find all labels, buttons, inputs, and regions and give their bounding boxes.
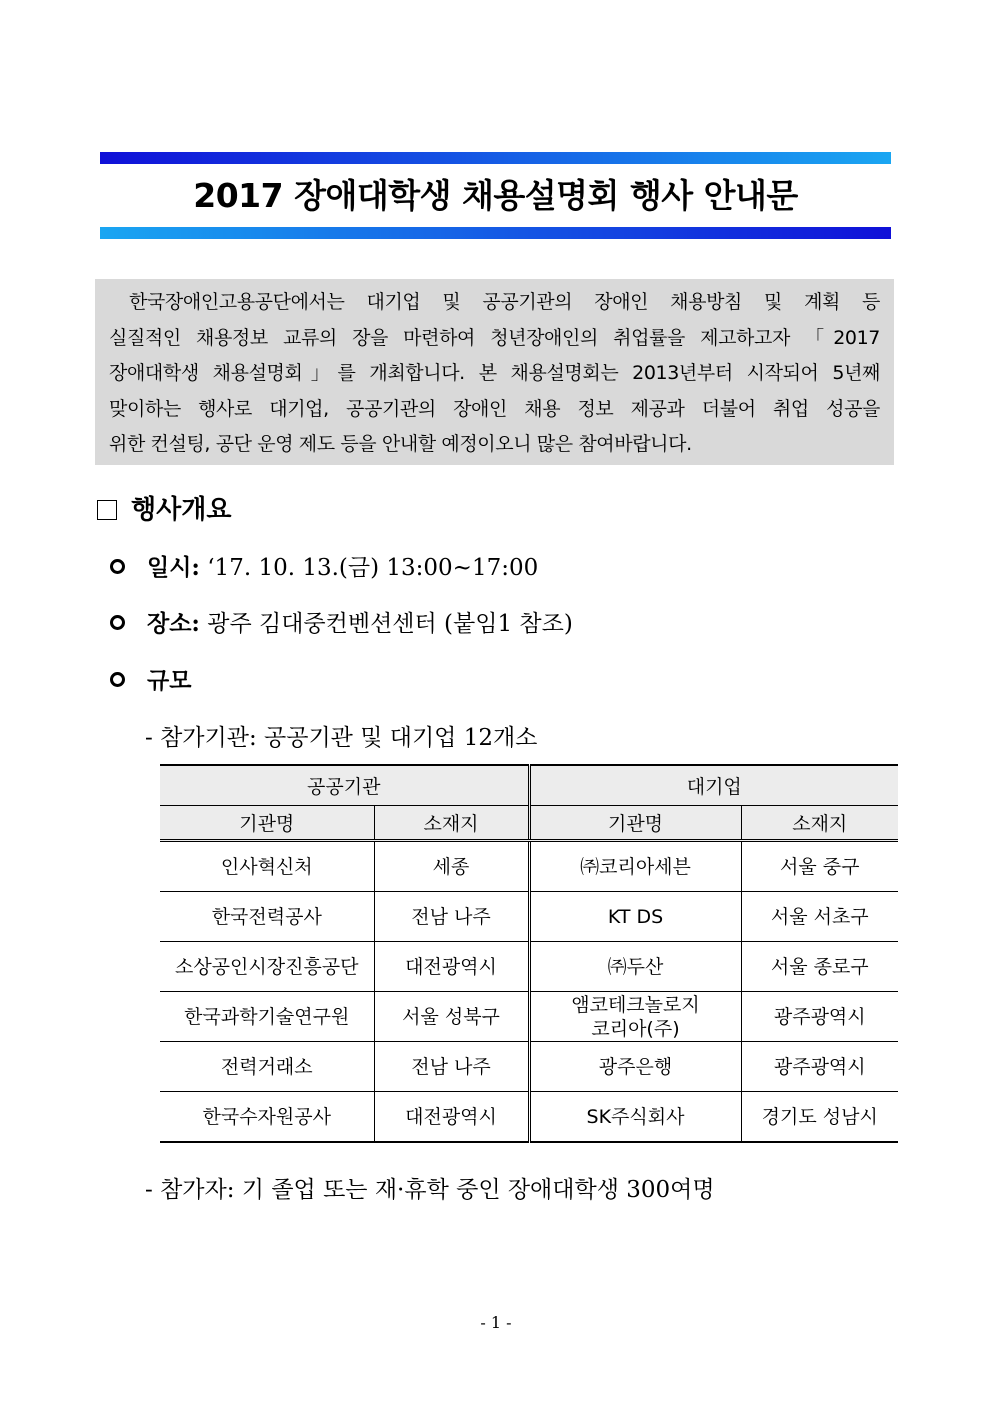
table-row — [160, 1042, 898, 1092]
table-cell: 대전광역시 — [374, 942, 529, 992]
circle-bullet-icon — [110, 559, 125, 574]
table-cell: 한국전력공사 — [160, 892, 374, 942]
col-header: 소재지 — [374, 806, 529, 841]
table-cell: 앰코테크놀로지 코리아(주) — [529, 992, 741, 1042]
table-cell: 인사혁신처 — [160, 841, 374, 892]
participants-people: - 참가자: 기 졸업 또는 재·휴학 중인 장애대학생 300여명 — [145, 1177, 715, 1203]
participants-orgs: - 참가기관: 공공기관 및 대기업 12개소 — [145, 725, 538, 751]
table-cell: 한국수자원공사 — [160, 1092, 374, 1143]
item-date-label: 일시: — [147, 554, 200, 581]
page-title: 2017 장애대학생 채용설명회 행사 안내문 — [193, 176, 798, 215]
table-cell: 광주은행 — [529, 1042, 741, 1092]
col-header: 기관명 — [160, 806, 374, 841]
table-cell: 광주광역시 — [741, 1042, 898, 1092]
table-cell: 전남 나주 — [374, 1042, 529, 1092]
table-row — [160, 841, 898, 892]
table-row — [160, 892, 898, 942]
table-row — [160, 992, 898, 1042]
table-row — [160, 1092, 898, 1143]
title-bar-top — [100, 152, 891, 164]
table-cell: ㈜코리아세븐 — [529, 841, 741, 892]
table-cell: 전남 나주 — [374, 892, 529, 942]
table-cell: SK주식회사 — [529, 1092, 741, 1143]
table-cell: 광주광역시 — [741, 992, 898, 1042]
table-row — [160, 942, 898, 992]
intro-box — [95, 279, 894, 465]
table-cell: 경기도 성남시 — [741, 1092, 898, 1143]
table-cell: 대전광역시 — [374, 1092, 529, 1143]
table-cell: 서울 종로구 — [741, 942, 898, 992]
table-cell: 전력거래소 — [160, 1042, 374, 1092]
item-scale-label: 규모 — [147, 667, 192, 694]
intro-line: 한국장애인고용공단에서는 대기업 및 공공기관의 장애인 채용방침 및 계획 등 — [129, 291, 880, 313]
intro-line: 위한 컨설팅, 공단 운영 제도 등을 안내할 예정이오니 많은 참여바랍니다. — [109, 433, 692, 455]
section-heading-text: 행사개요 — [131, 495, 232, 525]
title-bar-bottom — [100, 227, 891, 239]
intro-line: 장애대학생 채용설명회」를 개최합니다. 본 채용설명회는 2013년부터 시작되어 5년째 — [109, 362, 880, 384]
item-place-label: 장소: — [147, 610, 200, 637]
item-place — [110, 606, 573, 642]
item-scale — [110, 663, 191, 699]
section-heading — [97, 490, 231, 530]
group-header-corporate: 대기업 — [529, 765, 898, 806]
table-cell: KT DS — [529, 892, 741, 942]
col-header: 기관명 — [529, 806, 741, 841]
intro-line: 실질적인 채용정보 교류의 장을 마련하여 청년장애인의 취업률을 제고하고자 「2017 — [109, 326, 880, 349]
participant-table — [160, 764, 898, 1143]
page-number: - 1 - — [480, 1313, 512, 1332]
item-date — [110, 550, 538, 586]
square-bullet-icon — [97, 500, 117, 520]
intro-line: 맞이하는 행사로 대기업, 공공기관의 장애인 채용 정보 제공과 더불어 취업 성공을 — [109, 397, 880, 420]
table-cell: 한국과학기술연구원 — [160, 992, 374, 1042]
table-cell: 서울 중구 — [741, 841, 898, 892]
col-header: 소재지 — [741, 806, 898, 841]
table-cell: ㈜두산 — [529, 942, 741, 992]
group-header-public: 공공기관 — [160, 765, 529, 806]
circle-bullet-icon — [110, 672, 125, 687]
item-date-value: ‘17. 10. 13.(금) 13:00~17:00 — [207, 555, 539, 581]
item-place-value: 광주 김대중컨벤션센터 (붙임1 참조) — [207, 611, 573, 637]
table-cell: 서울 서초구 — [741, 892, 898, 942]
table-cell: 세종 — [374, 841, 529, 892]
table-cell: 소상공인시장진흥공단 — [160, 942, 374, 992]
table-cell: 서울 성북구 — [374, 992, 529, 1042]
circle-bullet-icon — [110, 615, 125, 630]
